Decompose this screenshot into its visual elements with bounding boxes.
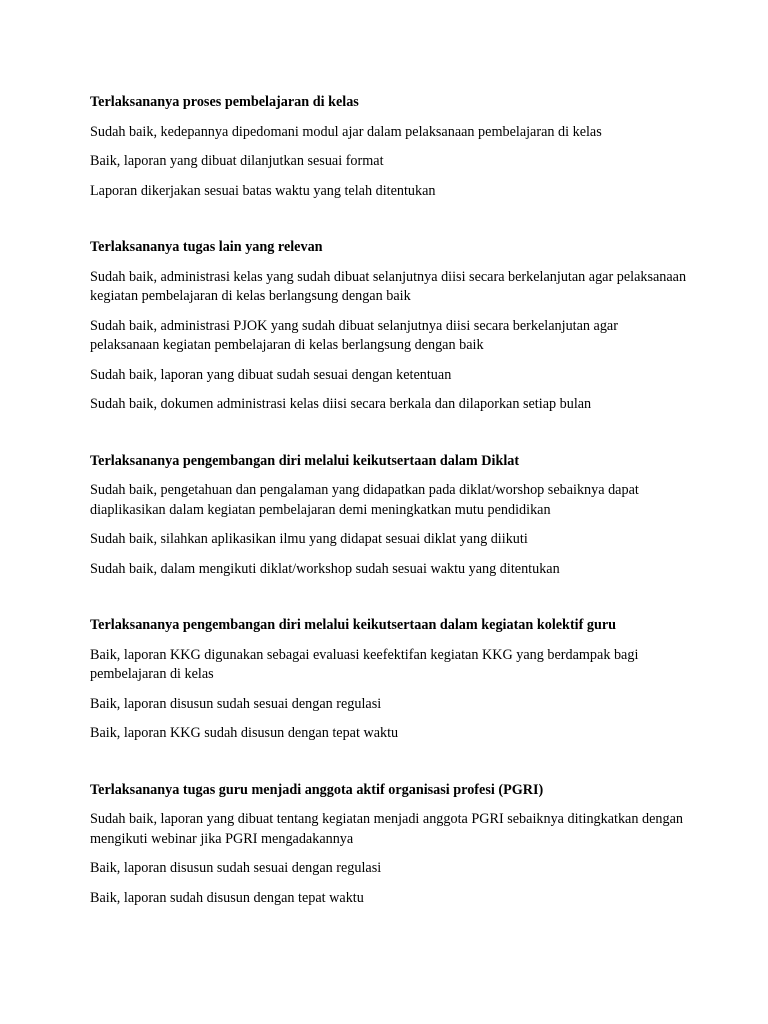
section-paragraph: Baik, laporan disusun sudah sesuai dengan regulasi — [90, 860, 382, 876]
section-tugas-lain — [90, 238, 690, 415]
section-paragraph: Baik, laporan yang dibuat dilanjutkan sesuai format — [90, 153, 384, 169]
section-paragraph: Sudah baik, administrasi kelas yang sudah dibuat selanjutnya diisi secara berkelanjutan agar pelaksanaan kegiatan pembelajaran di kelas berlangsung dengan baik — [90, 268, 687, 304]
section-paragraph: Baik, laporan disusun sudah sesuai dengan regulasi — [90, 695, 382, 712]
section-paragraph: Sudah baik, pengetahuan dan pengalaman yang didapatkan pada diklat/worshop sebaiknya dapat diaplikasikan dalam kegiatan pembelajaran demi meningkatkan mutu pendidikan — [90, 482, 639, 518]
document-page — [90, 93, 690, 945]
section-heading: Terlaksananya tugas guru menjadi anggota aktif organisasi profesi (PGRI) — [90, 781, 544, 798]
section-heading: Terlaksananya tugas lain yang relevan — [90, 239, 323, 255]
section-heading: Terlaksananya pengembangan diri melalui keikutsertaan dalam Diklat — [90, 452, 520, 469]
section-paragraph: Sudah baik, kedepannya dipedomani modul ajar dalam pelaksanaan pembelajaran di kelas — [90, 123, 602, 140]
section-proses-pembelajaran — [90, 93, 690, 201]
section-paragraph: Baik, laporan sudah disusun dengan tepat waktu — [90, 889, 364, 906]
section-heading: Terlaksananya proses pembelajaran di kelas — [90, 94, 359, 110]
section-paragraph: Sudah baik, laporan yang dibuat sudah sesuai dengan ketentuan — [90, 366, 452, 383]
section-paragraph: Sudah baik, silahkan aplikasikan ilmu yang didapat sesuai diklat yang diikuti — [90, 531, 528, 547]
section-diklat — [90, 452, 690, 580]
section-paragraph: Baik, laporan KKG sudah disusun dengan tepat waktu — [90, 725, 399, 741]
section-paragraph: Baik, laporan KKG digunakan sebagai evaluasi keefektifan kegiatan KKG yang berdampak bagi pembelajaran di kelas — [90, 646, 639, 682]
section-kolektif-guru — [90, 616, 690, 744]
section-paragraph: Sudah baik, administrasi PJOK yang sudah dibuat selanjutnya diisi secara berkelanjutan agar pelaksanaan kegiatan pembelajaran di kelas berlangsung dengan baik — [90, 317, 618, 353]
section-paragraph: Laporan dikerjakan sesuai batas waktu yang telah ditentukan — [90, 182, 436, 199]
section-paragraph: Sudah baik, dokumen administrasi kelas diisi secara berkala dan dilaporkan setiap bulan — [90, 396, 592, 412]
section-heading: Terlaksananya pengembangan diri melalui keikutsertaan dalam kegiatan kolektif guru — [90, 617, 617, 633]
section-paragraph: Sudah baik, laporan yang dibuat tentang kegiatan menjadi anggota PGRI sebaiknya ditingkatkan dengan mengikuti webinar jika PGRI mengadakannya — [90, 811, 683, 847]
section-organisasi-profesi — [90, 781, 690, 909]
section-paragraph: Sudah baik, dalam mengikuti diklat/workshop sudah sesuai waktu yang ditentukan — [90, 560, 560, 577]
